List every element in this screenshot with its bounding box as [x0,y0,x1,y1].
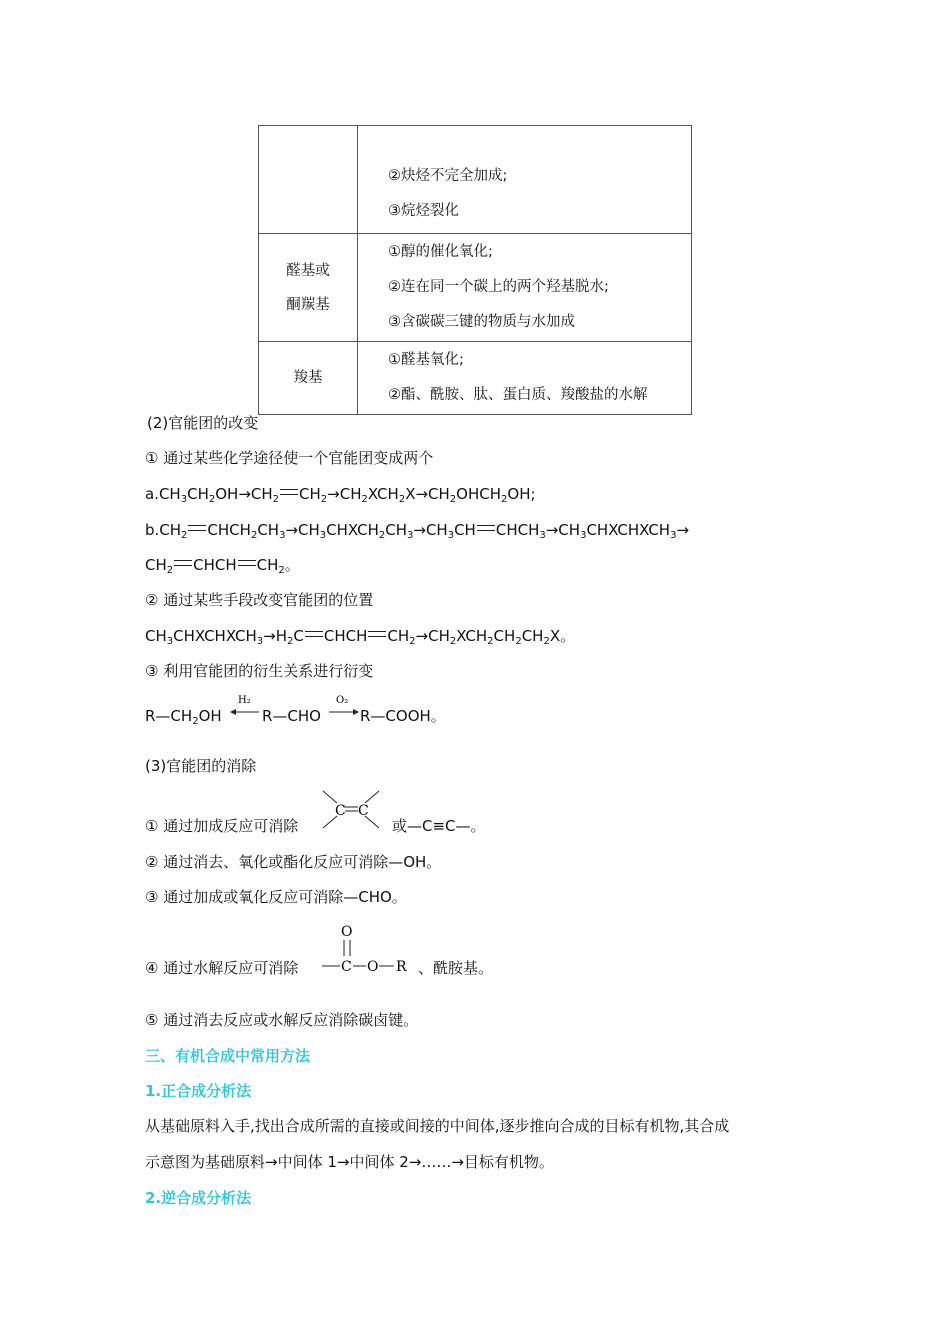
elimination-line: ③ 通过加成或氧化反应可消除—CHO。 [145,888,407,906]
table-row [259,126,692,234]
group-cell-carboxyl [259,342,358,415]
group-cell-empty [259,126,358,234]
h2-label: H₂ [238,695,251,706]
method-line: ② 通过某些手段改变官能团的位置 [145,591,374,609]
group-name: 酮羰基 [286,296,330,313]
paragraph-line: 从基础原料入手,找出合成所需的直接或间接的中间体,逐步推向合成的目标有机物,其合成 [145,1117,730,1135]
svg-text:R: R [396,959,407,975]
method-cell [358,126,692,234]
alcohol-formula: $R—CH_2OH$ [145,707,222,727]
ester-structure [320,922,412,978]
arrow-o2 [327,693,361,723]
method-item: ③含碳碳三键的物质与水加成 [388,314,575,330]
acid-formula: R—COOH。 [360,707,446,725]
amide-text: 、酰胺基。 [418,959,494,977]
paragraph-line: 示意图为基础原料→中间体 1→中间体 2→……→目标有机物。 [145,1153,554,1171]
reaction-line-c: $CH_3CHXCHXCH_3\to H_2C$ CHCH $CH_2\to CH_2XCH_2CH_2CH_2X$。 [145,627,576,647]
svg-text:C: C [358,803,369,819]
method-item: ①醛基氧化; [388,352,464,368]
method-line: ③ 利用官能团的衍生关系进行衍变 [145,662,374,680]
method-cell [358,234,692,342]
functional-group-table [258,125,692,415]
section-title: (3)官能团的消除 [145,757,257,775]
subsection-heading: 1.正合成分析法 [145,1082,252,1100]
svg-text:C: C [335,803,346,819]
svg-text:C: C [341,959,352,975]
method-item: ②酯、酰胺、肽、蛋白质、羧酸盐的水解 [388,387,648,403]
method-item: ②炔烃不完全加成; [388,168,508,184]
reaction-line-b2: $CH_2$ CHCH $CH_2$。 [145,556,300,576]
method-item: ③烷烃裂化 [388,203,459,219]
aldehyde-formula: R—CHO [262,707,321,725]
method-item: ②连在同一个碳上的两个羟基脱水; [388,279,609,295]
section-heading: 三、有机合成中常用方法 [145,1047,311,1065]
method-item: ①醇的催化氧化; [388,244,493,260]
method-cell [358,342,692,415]
elimination-line: ② 通过消去、氧化或酯化反应可消除—OH。 [145,853,442,871]
elimination-line: ④ 通过水解反应可消除 [145,959,299,977]
group-name: 羧基 [293,370,323,386]
reaction-line-a: $a.CH_3CH_2OH\to CH_2$ $CH_2\to CH_2XCH_2X\to CH_2OHCH_2OH$; [145,485,536,505]
group-cell-aldehyde [259,234,358,342]
svg-text:O: O [341,924,353,940]
alkene-structure [318,786,384,834]
oxidation-chain [145,705,222,727]
svg-text:O: O [367,959,379,975]
o2-label: O₂ [336,695,349,706]
alkyne-text: 或—C≡C—。 [392,817,486,835]
subsection-heading: 2.逆合成分析法 [145,1189,252,1207]
reversible-arrow-h2 [228,693,262,723]
group-name: 醛基或 [286,262,330,279]
reaction-line-b: $b.CH_2$ $CHCH_2CH_3\to CH_3CHXCH_2CH_3\to CH_3CH$ $CHCH_3\to CH_3CHXCHXCH_3\to$ [145,521,690,541]
method-line: ① 通过某些化学途径使一个官能团变成两个 [145,449,434,467]
table-row [259,342,692,415]
elimination-line: ① 通过加成反应可消除 [145,817,299,835]
section-title: (2)官能团的改变 [147,414,259,432]
elimination-line: ⑤ 通过消去反应或水解反应消除碳卤键。 [145,1011,419,1029]
table-row [259,234,692,342]
